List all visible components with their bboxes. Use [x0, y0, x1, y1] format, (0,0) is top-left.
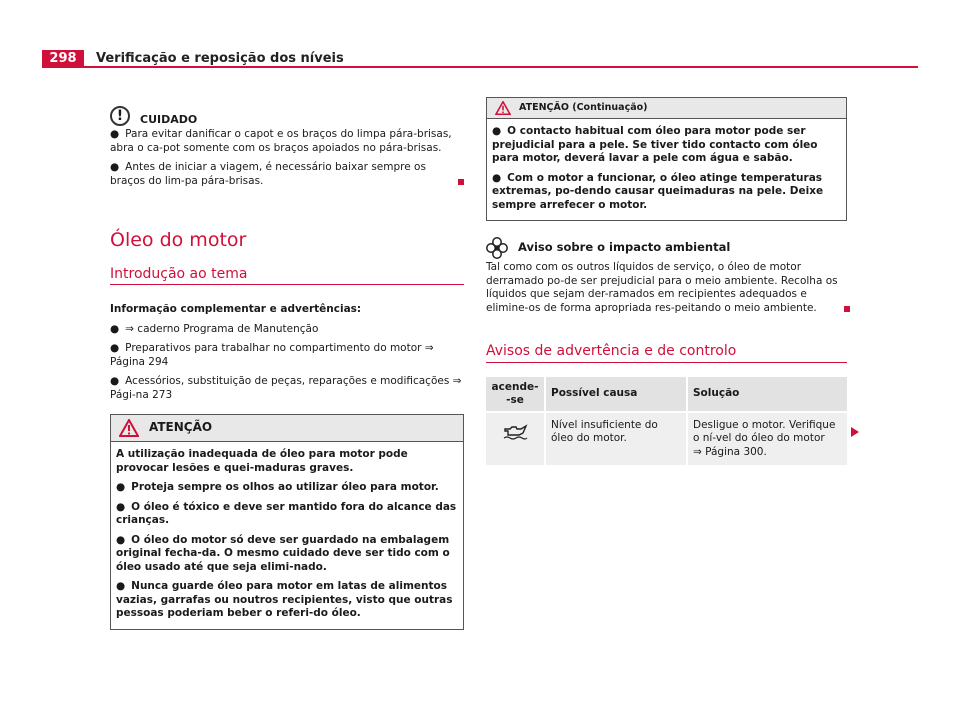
section-title: Óleo do motor: [110, 229, 247, 251]
caution-bullet: ● Para evitar danificar o capot e os braços do limpa pára-brisas, abra o ca-pot somente com os braços apoiados no pára-brisas.: [110, 128, 452, 154]
solution-cell: Desligue o motor. Verifique o ní-vel do óleo do motor ⇒ Página 300.: [687, 412, 847, 466]
warning-bullet: ● O contacto habitual com óleo para motor pode ser prejudicial para a pele. Se tiver tido contacto com óleo para motor, deverá lavar a pele com água e sabão.: [492, 125, 818, 164]
section-title: Avisos de advertência e de controlo: [486, 345, 847, 363]
header-rule: [84, 66, 918, 68]
warning-continued-body: [487, 119, 846, 220]
indicator-table: [486, 377, 847, 466]
indicator-cell: [486, 412, 545, 466]
warning-continued-box: [486, 97, 847, 221]
table-header-row: [486, 377, 847, 412]
info-bullet: ● Acessórios, substituição de peças, reparações e modificações ⇒ Pági-na 273: [110, 375, 462, 401]
caution-header: [110, 100, 464, 126]
warning-body: [111, 442, 463, 629]
warning-continued-title: ATENÇÃO (Continuação): [519, 102, 648, 114]
oil-can-icon: [502, 423, 528, 441]
bullet-icon: ●: [116, 580, 126, 592]
page-number: 298: [42, 50, 84, 68]
environment-title: Aviso sobre o impacto ambiental: [518, 240, 731, 255]
bullet-icon: ●: [116, 500, 126, 513]
bullet-icon: ●: [110, 161, 120, 173]
warning-triangle-icon: [119, 419, 139, 437]
bullet-icon: ●: [110, 322, 120, 335]
environment-header: [486, 237, 847, 259]
bullet-icon: ●: [116, 481, 126, 493]
warning-bullet: ● O óleo é tóxico e deve ser mantido fora do alcance das crianças.: [116, 500, 457, 526]
section-end-mark: [458, 179, 464, 185]
right-column: [486, 97, 847, 465]
environment-notice: [486, 237, 847, 315]
page-header-title: Verificação e reposição dos níveis: [96, 51, 344, 66]
left-column: [110, 100, 464, 630]
info-label: Informação complementar e advertências:: [110, 303, 362, 315]
caution-title: CUIDADO: [140, 112, 198, 126]
warning-title: ATENÇÃO: [149, 420, 213, 435]
info-bullet: ● ⇒ caderno Programa de Manutenção: [110, 322, 319, 335]
table-row: [486, 412, 847, 466]
bullet-icon: ●: [110, 128, 120, 140]
bullet-icon: ●: [492, 125, 502, 137]
subsection-title: Introdução ao tema: [110, 268, 464, 286]
warning-header: [111, 415, 463, 442]
cause-cell: Nível insuficiente do óleo do motor.: [545, 412, 687, 466]
continue-arrow-icon: [851, 427, 859, 437]
section-end-mark: [844, 306, 850, 312]
bullet-icon: ●: [116, 533, 126, 546]
caution-bullet: ● Antes de iniciar a viagem, é necessário baixar sempre os braços do lim-pa pára-brisas.: [110, 161, 464, 188]
warning-bullet: ● Com o motor a funcionar, o óleo atinge temperaturas extremas, po-dendo causar queimaduras na pele. Deixe sempre arrefecer o motor.: [492, 171, 824, 211]
warning-box: [110, 414, 464, 630]
warning-bullet: ● Nunca guarde óleo para motor em latas de alimentos vazias, garrafas ou noutros recipientes, visto que outras pessoas poderiam beber o referi-do óleo.: [116, 580, 453, 619]
warning-bullet: ● O óleo do motor só deve ser guardado na embalagem original fecha-da. O mesmo cuidado deve ser tido com o óleo usado até que seja elimi-nado.: [116, 533, 450, 573]
column-header: Solução: [687, 377, 847, 412]
bullet-icon: ●: [492, 171, 502, 184]
info-bullet: ● Preparativos para trabalhar no compartimento do motor ⇒ Página 294: [110, 342, 434, 368]
warning-continued-header: [487, 98, 846, 119]
bullet-icon: ●: [110, 375, 120, 387]
column-header: acende- -se: [486, 377, 545, 412]
caution-notice: [110, 100, 464, 188]
warning-triangle-icon: [495, 101, 511, 115]
flower-icon: [486, 237, 508, 259]
environment-text: Tal como com os outros líquidos de serviço, o óleo de motor derramado po-de ser prejudicial para o meio ambiente. Recolha os líquidos que sejam der-ramados em recipientes adequados e elimine-os de forma apropriada res-peitando o meio ambiente.: [486, 261, 847, 315]
bullet-icon: ●: [110, 342, 120, 354]
warning-intro: A utilização inadequada de óleo para motor pode provocar lesões e quei-maduras graves.: [116, 448, 408, 474]
warning-bullet: ● Proteja sempre os olhos ao utilizar óleo para motor.: [116, 481, 439, 493]
column-header: Possível causa: [545, 377, 687, 412]
exclamation-circle-icon: !: [110, 106, 130, 126]
